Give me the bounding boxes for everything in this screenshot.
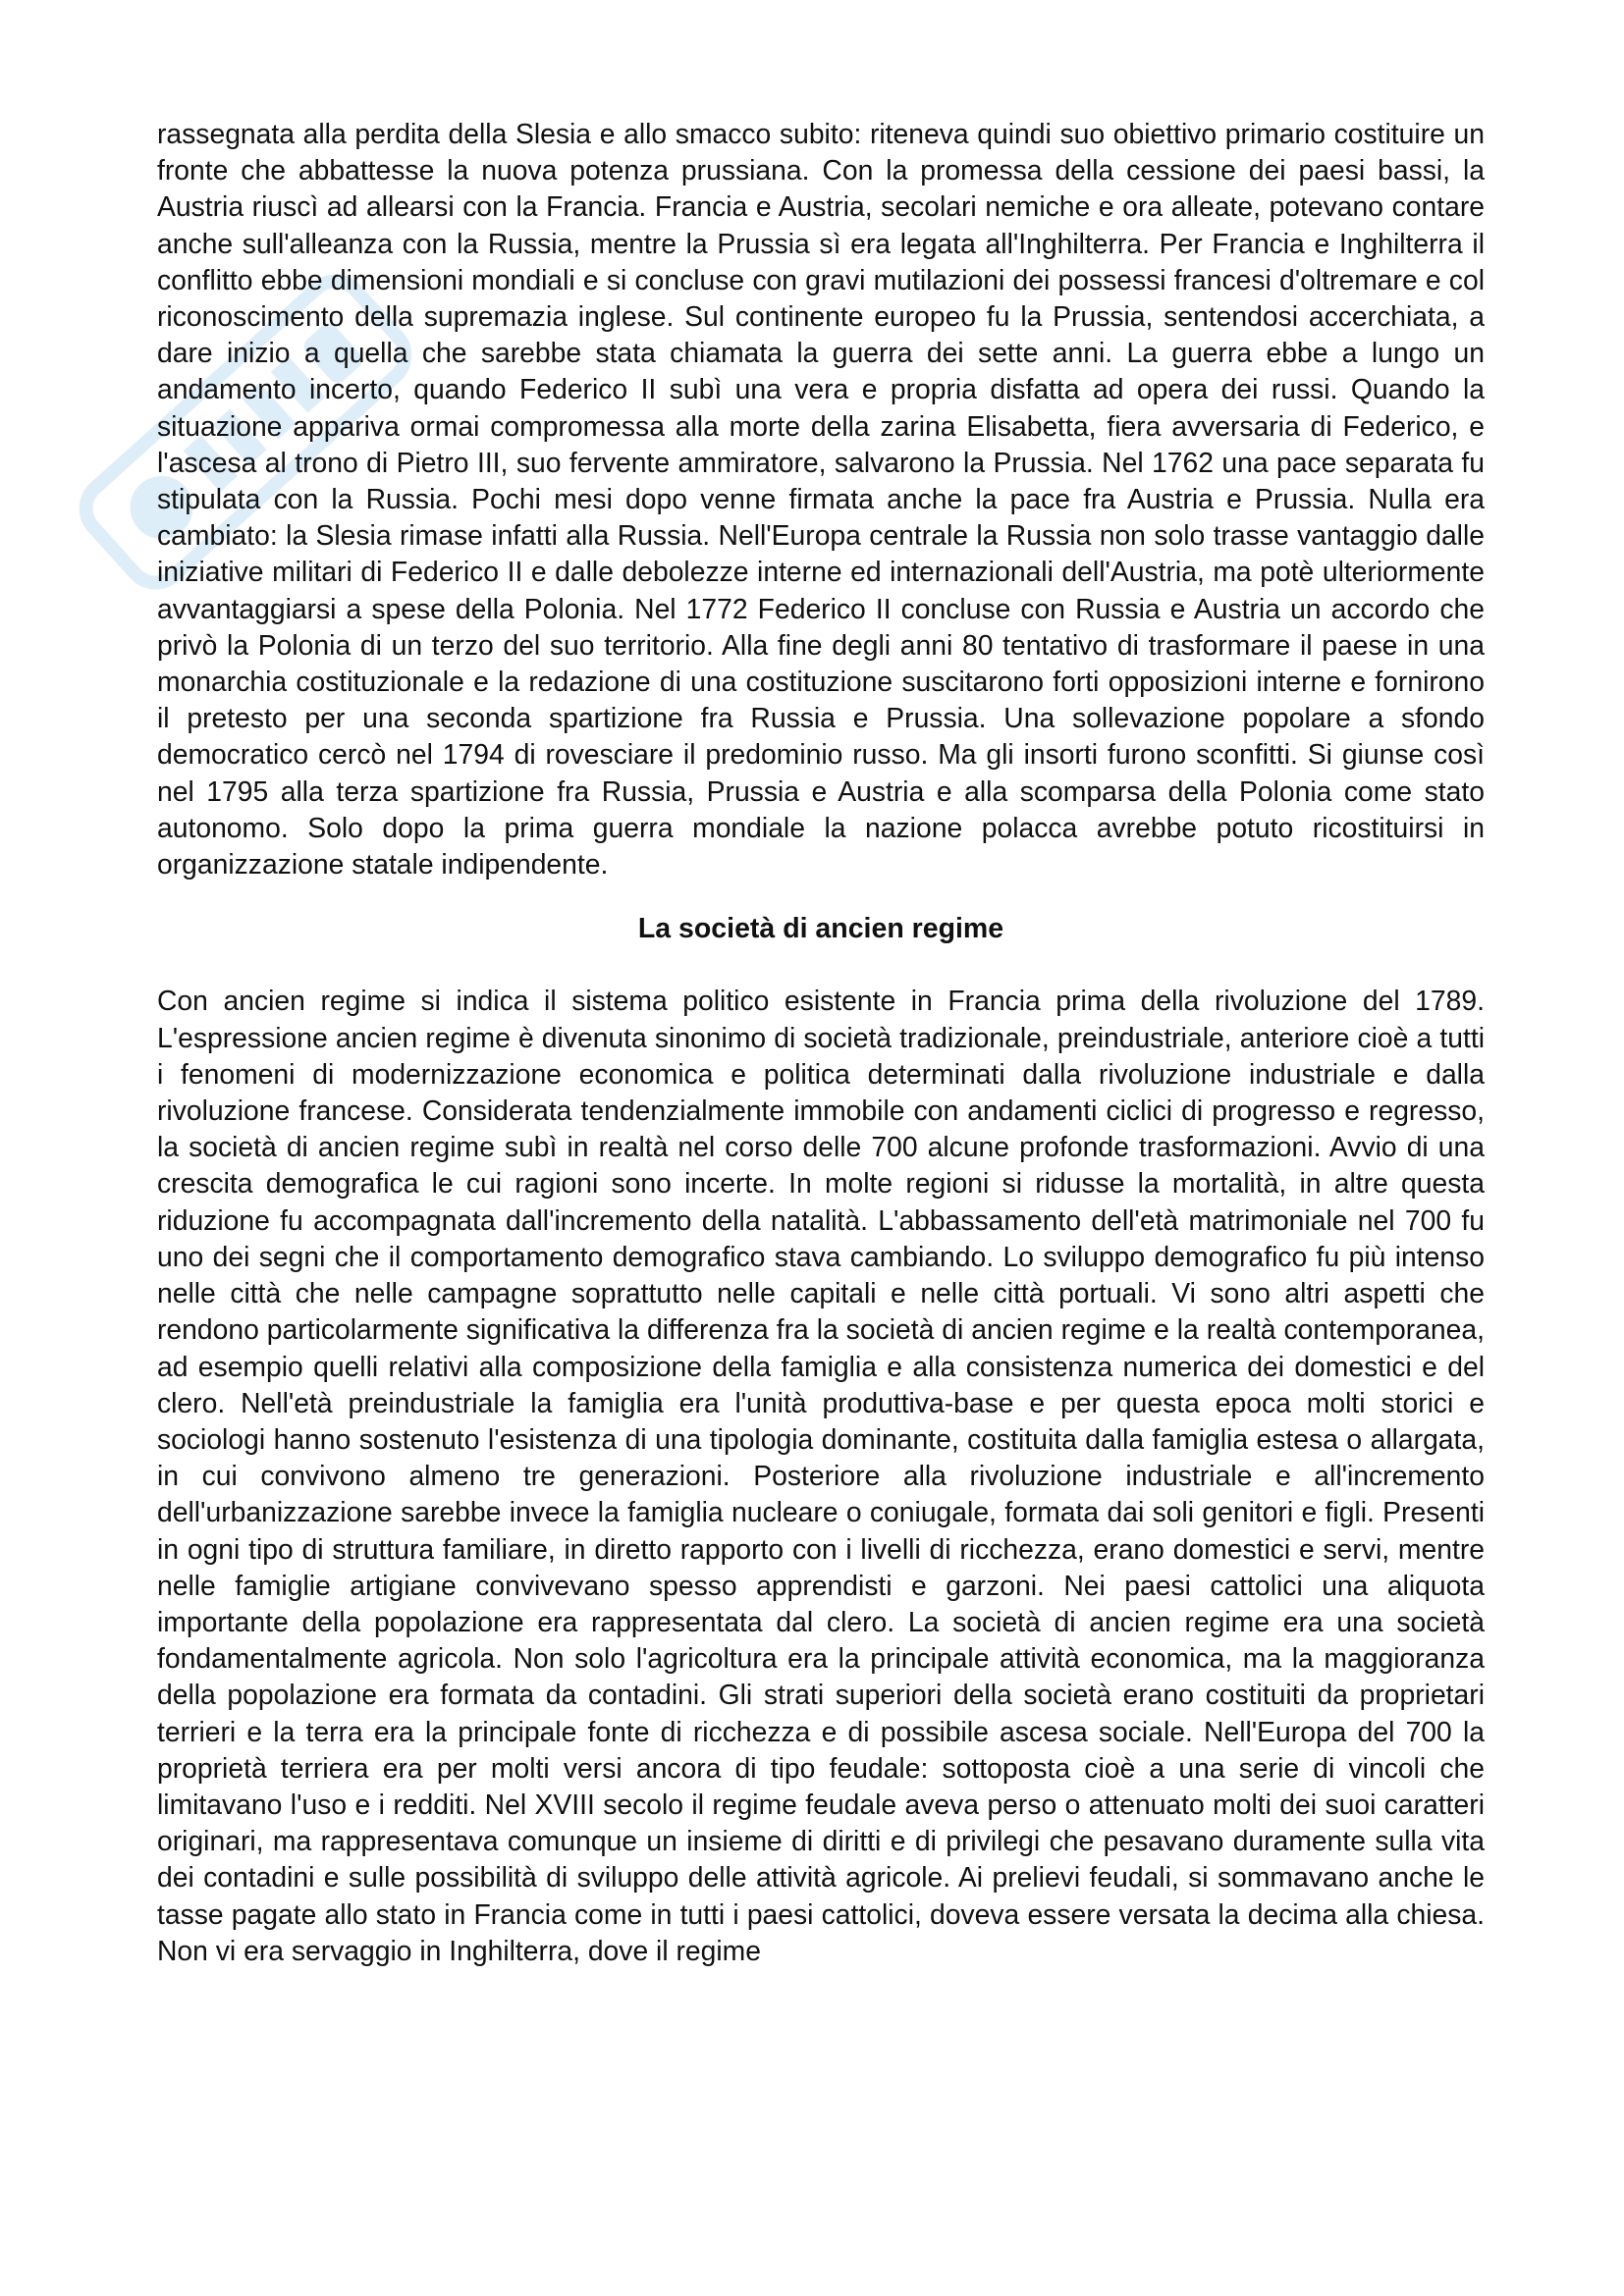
document-page [157,116,1485,1969]
section-title: La società di ancien regime [637,913,1004,945]
paragraph-ancien-regime: Con ancien regime si indica il sistema politico esistente in Francia prima della rivoluzione del 1789. L'espressione ancien regime è divenuta sinonimo di società tradizionale, preindustriale, anteriore cioè a tutti i fenomeni di modernizzazione economica e politica determinati dalla rivoluzione industriale e dalla rivoluzione francese. Considerata tendenzialmente immobile con andamenti ciclici di progresso e regresso, la società di ancien regime subì in realtà nel corso delle 700 alcune profonde trasformazioni. Avvio di una crescita demografica le cui ragioni sono incerte. In molte regioni si ridusse la mortalità, in altre questa riduzione fu accompagnata dall'incremento della natalità. L'abbassamento dell'età matrimoniale nel 700 fu uno dei segni che il comportamento demografico stava cambiando. Lo sviluppo demografico fu più intenso nelle città che nelle campagne soprattutto nelle capitali e nelle città portuali. Vi sono altri aspetti che rendono particolarmente significativa la differenza fra la società di ancien regime e la realtà contemporanea, ad esempio quelli relativi alla composizione della famiglia e alla consistenza numerica dei domestici e del clero. Nell'età preindustriale la famiglia era l'unità produttiva-base e per questa epoca molti storici e sociologi hanno sostenuto l'esistenza di una tipologia dominante, costituita dalla famiglia estesa o allargata, in cui convivono almeno tre generazioni. Posteriore alla rivoluzione industriale e all'incremento dell'urbanizzazione sarebbe invece la famiglia nucleare o coniugale, formata dai soli genitori e figli. Presenti in ogni tipo di struttura familiare, in diretto rapporto con i livelli di ricchezza, erano domestici e servi, mentre nelle famiglie artigiane convivevano spesso apprendisti e garzoni. Nei paesi cattolici una aliquota importante della popolazione era rappresentata dal clero. La società di ancien regime era una società fondamentalmente agricola. Non solo l'agricoltura era la principale attività economica, ma la maggioranza della popolazione era formata da contadini. Gli strati superiori della società erano costituiti da proprietari terrieri e la terra era la principale fonte di ricchezza e di possibile ascesa sociale. Nell'Europa del 700 la proprietà terriera era per molti versi ancora di tipo feudale: sottoposta cioè a una serie di vincoli che limitavano l'uso e i redditi. Nel XVIII secolo il regime feudale aveva perso o attenuato molti dei suoi caratteri originari, ma rappresentava comunque un insieme di diritti e di privilegi che pesavano duramente sulla vita dei contadini e sulle possibilità di sviluppo delle attività agricole. Ai prelievi feudali, si sommavano anche le tasse pagate allo stato in Francia come in tutti i paesi cattolici, doveva essere versata la decima alla chiesa. Non vi era servaggio in Inghilterra, dove il regime [157,985,1485,1966]
paragraph-seven-years-war: rassegnata alla perdita della Slesia e allo smacco subito: riteneva quindi suo obiettivo primario costituire un fronte che abbattesse la nuova potenza prussiana. Con la promessa della cessione dei paesi bassi, la Austria riuscì ad allearsi con la Francia. Francia e Austria, secolari nemiche e ora alleate, potevano contare anche sull'alleanza con la Russia, mentre la Prussia sì era legata all'Inghilterra. Per Francia e Inghilterra il conflitto ebbe dimensioni mondiali e si concluse con gravi mutilazioni dei possessi francesi d'oltremare e col riconoscimento della supremazia inglese. Sul continente europeo fu la Prussia, sentendosi accerchiata, a dare inizio a quella che sarebbe stata chiamata la guerra dei sette anni. La guerra ebbe a lungo un andamento incerto, quando Federico II subì una vera e propria disfatta ad opera dei russi. Quando la situazione appariva ormai compromessa alla morte della zarina Elisabetta, fiera avversaria di Federico, e l'ascesa al trono di Pietro III, suo fervente ammiratore, salvarono la Prussia. Nel 1762 una pace separata fu stipulata con la Russia. Pochi mesi dopo venne firmata anche la pace fra Austria e Prussia. Nulla era cambiato: la Slesia rimase infatti alla Russia. Nell'Europa centrale la Russia non solo trasse vantaggio dalle iniziative militari di Federico II e dalle debolezze interne ed internazionali dell'Austria, ma potè ulteriormente avvantaggiarsi a spese della Polonia. Nel 1772 Federico II concluse con Russia e Austria un accordo che privò la Polonia di un terzo del suo territorio. Alla fine degli anni 80 tentativo di trasformare il paese in una monarchia costituzionale e la redazione di una costituzione suscitarono forti opposizioni interne e fornirono il pretesto per una seconda spartizione fra Russia e Prussia. Una sollevazione popolare a sfondo democratico cercò nel 1794 di rovesciare il predominio russo. Ma gli insorti furono sconfitti. Si giunse così nel 1795 alla terza spartizione fra Russia, Prussia e Austria e alla scomparsa della Polonia come stato autonomo. Solo dopo la prima guerra mondiale la nazione polacca avrebbe potuto ricostituirsi in organizzazione statale indipendente. [157,118,1485,881]
